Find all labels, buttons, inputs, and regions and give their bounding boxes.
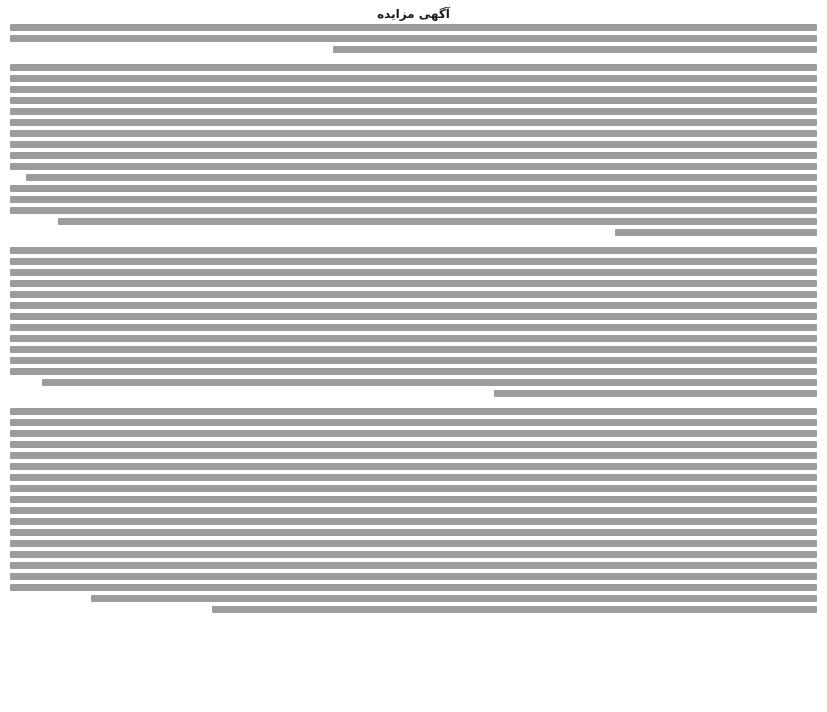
text-line-placeholder [10,196,817,203]
text-line-placeholder [10,97,817,104]
text-line-placeholder [10,75,817,82]
text-line-placeholder [10,408,817,415]
text-line-placeholder [10,573,817,580]
text-line-placeholder [10,280,817,287]
text-line-placeholder [10,463,817,470]
text-line-placeholder [10,24,817,31]
text-line-placeholder [10,430,817,437]
text-line-placeholder [10,562,817,569]
text-line-placeholder [10,130,817,137]
paragraph-gap [10,57,817,60]
text-line-placeholder [26,174,817,181]
text-line-placeholder [212,606,817,613]
notice-body [10,24,817,613]
text-line-placeholder [10,346,817,353]
text-line-placeholder [10,485,817,492]
text-line-placeholder [10,86,817,93]
text-line-placeholder [10,324,817,331]
text-line-placeholder [10,119,817,126]
text-line-placeholder [10,584,817,591]
text-line-placeholder [10,518,817,525]
text-line-placeholder [10,357,817,364]
text-line-placeholder [10,163,817,170]
text-line-placeholder [10,540,817,547]
text-line-placeholder [91,595,817,602]
text-line-placeholder [10,452,817,459]
text-line-placeholder [10,313,817,320]
text-line-placeholder [10,496,817,503]
text-line-placeholder [10,207,817,214]
text-line-placeholder [10,291,817,298]
text-line-placeholder [10,529,817,536]
paragraph-gap [10,240,817,243]
text-line-placeholder [10,64,817,71]
text-line-placeholder [10,368,817,375]
text-line-placeholder [10,507,817,514]
text-line-placeholder [10,441,817,448]
text-line-placeholder [10,551,817,558]
text-line-placeholder [42,379,817,386]
text-line-placeholder [10,419,817,426]
text-line-placeholder [10,141,817,148]
text-line-placeholder [10,474,817,481]
paragraph-gap [10,401,817,404]
text-line-placeholder [615,229,817,236]
text-line-placeholder [10,302,817,309]
text-line-placeholder [10,258,817,265]
page-title: آگهی مزایده [377,7,450,21]
text-line-placeholder [333,46,817,53]
text-line-placeholder [10,269,817,276]
text-line-placeholder [10,185,817,192]
text-line-placeholder [10,335,817,342]
text-line-placeholder [10,108,817,115]
text-line-placeholder [10,152,817,159]
text-line-placeholder [10,35,817,42]
text-line-placeholder [58,218,817,225]
text-line-placeholder [10,247,817,254]
text-line-placeholder [494,390,817,397]
